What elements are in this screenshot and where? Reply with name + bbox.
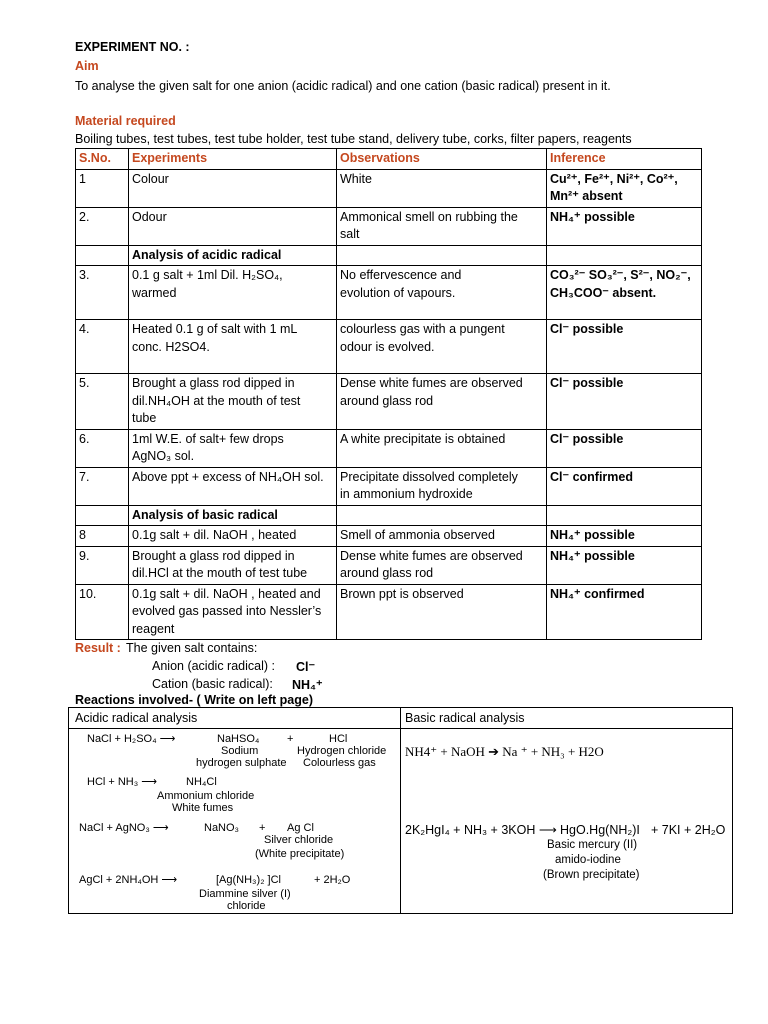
table-cell-exp: 0.1g salt + dil. NaOH , heated bbox=[129, 526, 337, 547]
table-header-cell: Inference bbox=[547, 149, 702, 170]
table-row bbox=[76, 526, 702, 547]
table-header-cell: Experiments bbox=[129, 149, 337, 170]
anion-label: Anion (acidic radical) : bbox=[152, 659, 275, 673]
reaction-4-product: [Ag(NH₃)₂ ]Cl bbox=[216, 874, 281, 886]
table-header-cell: Observations bbox=[337, 149, 547, 170]
reaction-2-name-2: White fumes bbox=[172, 802, 234, 814]
table-cell-inf: CO₃²⁻ SO₃²⁻, S²⁻, NO₂⁻, CH₃COO⁻ absent. bbox=[547, 266, 702, 320]
reaction-4-reactants: AgCl + 2NH₄OH ⟶ bbox=[79, 874, 178, 886]
reaction-2-name-1: Ammonium chloride bbox=[157, 790, 255, 802]
basic-reaction-2-product-2: + 7KI + 2H₂O bbox=[651, 823, 726, 837]
table-cell-inf: Cl⁻ confirmed bbox=[547, 467, 702, 505]
table-row bbox=[76, 320, 702, 374]
table-cell-exp: Brought a glass rod dipped in dil.NH₄OH at the mouth of test tube bbox=[129, 374, 337, 430]
table-cell-exp: 0.1 g salt + 1ml Dil. H₂SO₄, warmed bbox=[129, 266, 337, 320]
table-cell-inf: NH₄⁺ possible bbox=[547, 207, 702, 245]
table-row bbox=[76, 374, 702, 430]
material-heading: Material required bbox=[75, 114, 176, 128]
reaction-1-name-2b: Colourless gas bbox=[303, 757, 376, 769]
reactions-box bbox=[68, 707, 733, 914]
reactions-header-line bbox=[69, 728, 732, 729]
cation-value: NH₄⁺ bbox=[292, 678, 323, 692]
experiment-table bbox=[75, 148, 702, 640]
table-cell-exp: Above ppt + excess of NH₄OH sol. bbox=[129, 467, 337, 505]
basic-title: Basic radical analysis bbox=[405, 711, 525, 725]
experiment-number: EXPERIMENT NO. : bbox=[75, 40, 190, 54]
table-cell-exp: 1ml W.E. of salt+ few drops AgNO₃ sol. bbox=[129, 429, 337, 467]
table-cell-sno: 4. bbox=[76, 320, 129, 374]
table-cell-inf bbox=[547, 505, 702, 526]
reaction-1-reactants: NaCl + H₂SO₄ ⟶ bbox=[87, 733, 176, 745]
table-row bbox=[76, 467, 702, 505]
table-cell-inf: NH₄⁺ confirmed bbox=[547, 584, 702, 640]
anion-value: Cl⁻ bbox=[296, 660, 316, 674]
table-cell-sno: 5. bbox=[76, 374, 129, 430]
reaction-4-product-2: + 2H₂O bbox=[314, 874, 351, 886]
table-cell-inf bbox=[547, 245, 702, 266]
table-cell-exp: Heated 0.1 g of salt with 1 mL conc. H2SO4. bbox=[129, 320, 337, 374]
aim-heading: Aim bbox=[75, 59, 99, 73]
table-cell-inf: NH₄⁺ possible bbox=[547, 546, 702, 584]
table-row bbox=[76, 546, 702, 584]
reaction-1-product-1: NaHSO₄ bbox=[217, 733, 260, 745]
reaction-3-name-2: (White precipitate) bbox=[255, 848, 345, 860]
reaction-2-product: NH₄Cl bbox=[186, 776, 217, 788]
reaction-3-plus: + bbox=[259, 822, 266, 834]
table-cell-obs: Ammonical smell on rubbing the salt bbox=[337, 207, 547, 245]
reaction-1-product-2: HCl bbox=[329, 733, 348, 745]
table-cell-sno bbox=[76, 245, 129, 266]
table-cell-inf: Cl⁻ possible bbox=[547, 320, 702, 374]
reaction-4-name-1: Diammine silver (I) bbox=[199, 888, 291, 900]
table-cell-obs bbox=[337, 505, 547, 526]
table-row bbox=[76, 169, 702, 207]
table-cell-exp: Analysis of basic radical bbox=[129, 505, 337, 526]
table-cell-sno: 1 bbox=[76, 169, 129, 207]
table-cell-obs: Brown ppt is observed bbox=[337, 584, 547, 640]
table-cell-sno: 8 bbox=[76, 526, 129, 547]
table-row bbox=[76, 245, 702, 266]
basic-reaction-2-name-1: Basic mercury (II) bbox=[547, 839, 638, 851]
table-cell-exp: 0.1g salt + dil. NaOH , heated and evolved gas passed into Nessler’s reagent bbox=[129, 584, 337, 640]
table-cell-exp: Brought a glass rod dipped in dil.HCl at the mouth of test tube bbox=[129, 546, 337, 584]
reaction-1-name-2a: Hydrogen chloride bbox=[297, 745, 387, 757]
table-row bbox=[76, 266, 702, 320]
table-row bbox=[76, 207, 702, 245]
cation-label: Cation (basic radical): bbox=[152, 677, 273, 691]
table-row bbox=[76, 505, 702, 526]
basic-reaction-2-name-2: amido-iodine bbox=[555, 854, 621, 866]
table-cell-obs: Precipitate dissolved completely in ammonium hydroxide bbox=[337, 467, 547, 505]
table-row bbox=[76, 584, 702, 640]
table-cell-exp: Colour bbox=[129, 169, 337, 207]
table-cell-sno: 6. bbox=[76, 429, 129, 467]
table-cell-sno: 3. bbox=[76, 266, 129, 320]
table-cell-obs: Smell of ammonia observed bbox=[337, 526, 547, 547]
reactions-heading: Reactions involved- ( Write on left page) bbox=[75, 693, 313, 707]
table-cell-obs bbox=[337, 245, 547, 266]
table-cell-sno: 10. bbox=[76, 584, 129, 640]
table-cell-sno bbox=[76, 505, 129, 526]
table-cell-obs: colourless gas with a pungent odour is evolved. bbox=[337, 320, 547, 374]
table-cell-obs: Dense white fumes are observed around glass rod bbox=[337, 546, 547, 584]
basic-reaction-2-reactants: 2K₂HgI₄ + NH₃ + 3KOH ⟶ bbox=[405, 823, 557, 837]
reaction-4-name-2: chloride bbox=[227, 900, 266, 912]
table-cell-obs: Dense white fumes are observed around glass rod bbox=[337, 374, 547, 430]
table-cell-exp: Odour bbox=[129, 207, 337, 245]
aim-text: To analyse the given salt for one anion (acidic radical) and one cation (basic radical) present in it. bbox=[75, 79, 611, 93]
table-cell-inf: NH₄⁺ possible bbox=[547, 526, 702, 547]
table-cell-obs: White bbox=[337, 169, 547, 207]
reactions-divider bbox=[400, 708, 401, 913]
table-cell-sno: 2. bbox=[76, 207, 129, 245]
table-cell-inf: Cl⁻ possible bbox=[547, 374, 702, 430]
reaction-3-product-2: Ag Cl bbox=[287, 822, 314, 834]
table-cell-inf: Cl⁻ possible bbox=[547, 429, 702, 467]
basic-reaction-2-product: HgO.Hg(NH₂)I bbox=[560, 823, 640, 837]
table-cell-sno: 7. bbox=[76, 467, 129, 505]
reaction-1-name-1b: hydrogen sulphate bbox=[196, 757, 287, 769]
table-cell-sno: 9. bbox=[76, 546, 129, 584]
basic-reaction-2-name-3: (Brown precipitate) bbox=[543, 869, 640, 881]
acidic-title: Acidic radical analysis bbox=[75, 711, 198, 725]
table-header-row bbox=[76, 149, 702, 170]
basic-reaction-1: NH4⁺ + NaOH ➔ Na ⁺ + NH₃ + H2O bbox=[405, 744, 604, 759]
table-cell-obs: A white precipitate is obtained bbox=[337, 429, 547, 467]
reaction-1-plus: + bbox=[287, 733, 294, 745]
table-cell-inf: Cu²⁺, Fe²⁺, Ni²⁺, Co²⁺, Mn²⁺ absent bbox=[547, 169, 702, 207]
result-intro: The given salt contains: bbox=[126, 641, 258, 655]
reaction-3-reactants: NaCl + AgNO₃ ⟶ bbox=[79, 822, 169, 834]
reaction-1-name-1a: Sodium bbox=[221, 745, 259, 757]
table-cell-exp: Analysis of acidic radical bbox=[129, 245, 337, 266]
table-cell-obs: No effervescence and evolution of vapours. bbox=[337, 266, 547, 320]
table-row bbox=[76, 429, 702, 467]
result-label: Result : bbox=[75, 641, 121, 655]
reaction-3-product-1: NaNO₃ bbox=[204, 822, 240, 834]
material-text: Boiling tubes, test tubes, test tube holder, test tube stand, delivery tube, corks, filter papers, reagents bbox=[75, 132, 632, 146]
reaction-2-reactants: HCl + NH₃ ⟶ bbox=[87, 776, 158, 788]
table-header-cell: S.No. bbox=[76, 149, 129, 170]
reaction-3-name-1: Silver chloride bbox=[264, 834, 334, 846]
